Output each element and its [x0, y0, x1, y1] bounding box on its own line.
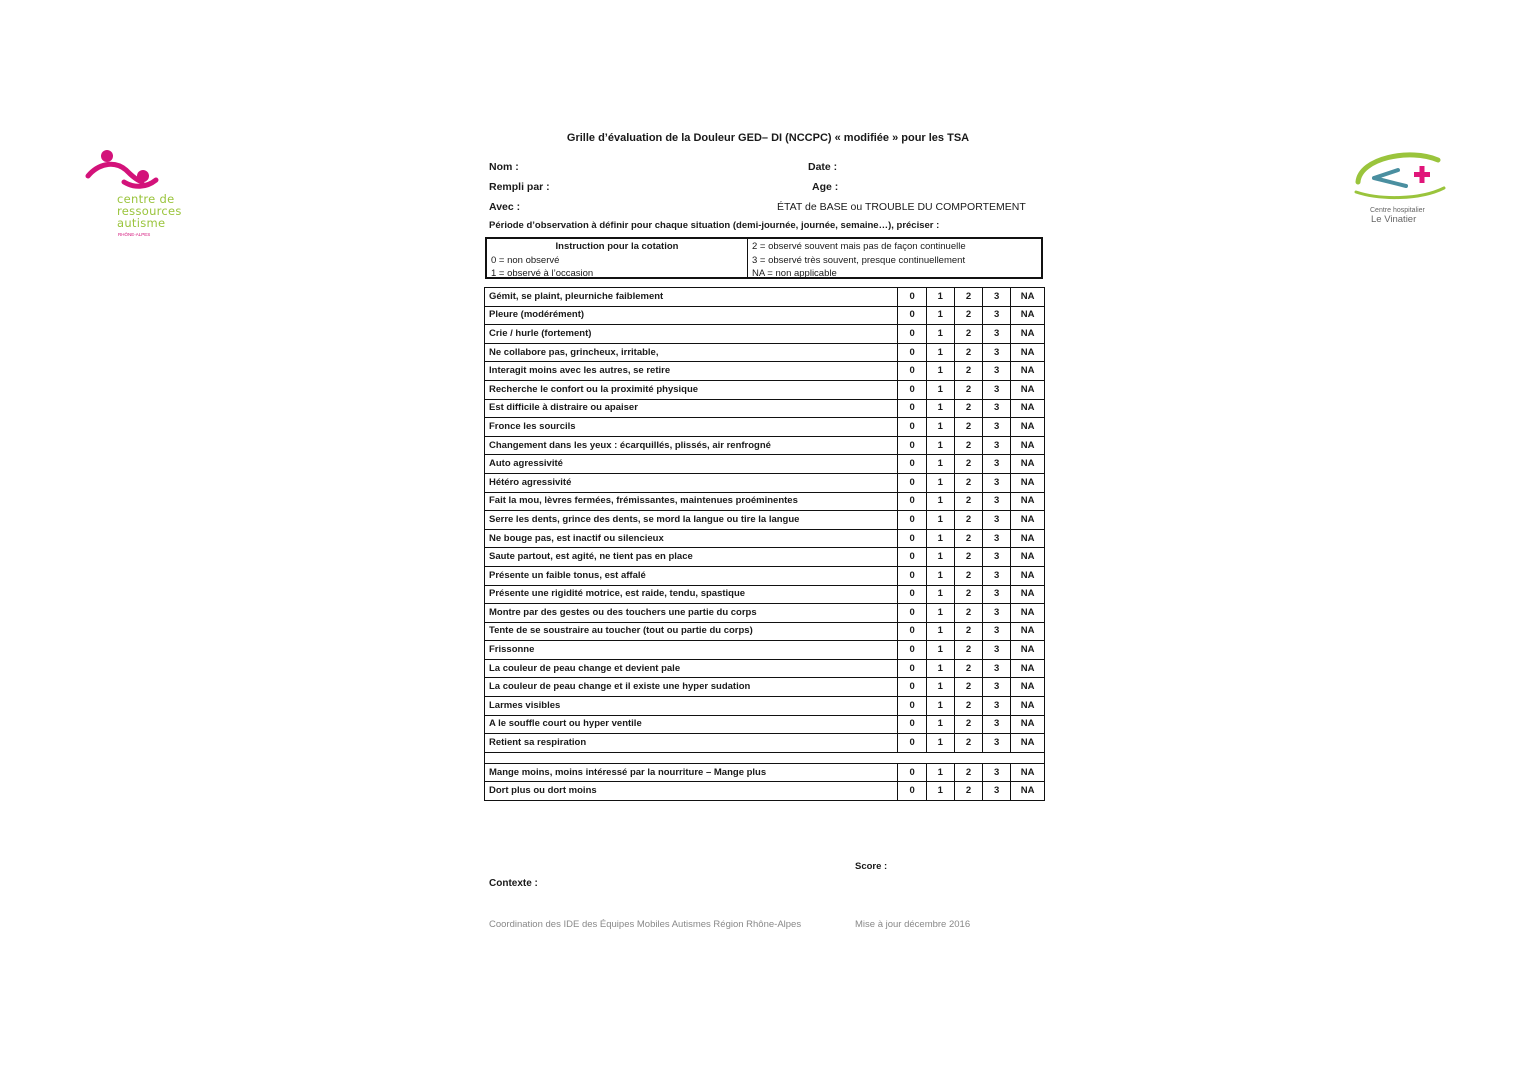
score-option-2[interactable]: 2: [954, 659, 982, 678]
footer-coordination: Coordination des IDE des Équipes Mobiles Autismes Région Rhône-Alpes: [489, 919, 802, 930]
score-label: Score :: [855, 861, 888, 872]
table-row: [485, 782, 1045, 801]
score-option-na[interactable]: NA: [1011, 566, 1045, 585]
table-row: [485, 641, 1045, 660]
contexte-label: Contexte :: [489, 878, 538, 889]
score-option-2[interactable]: 2: [954, 436, 982, 455]
score-option-2[interactable]: 2: [954, 288, 982, 307]
table-row: [485, 362, 1045, 381]
periode-label: Période d’observation à définir pour chaque situation (demi-journée, journée, semaine…), préciser :: [489, 220, 940, 231]
score-option-3[interactable]: 3: [983, 529, 1011, 548]
score-option-na[interactable]: NA: [1011, 362, 1045, 381]
etat-label: ÉTAT de BASE ou TROUBLE DU COMPORTEMENT: [777, 201, 1026, 213]
score-option-1[interactable]: 1: [926, 734, 954, 753]
cra-logo-subtitle: RHÔNE-ALPES: [118, 232, 151, 237]
avec-label: Avec :: [489, 201, 521, 213]
instruction-line: NA = non applicable: [752, 268, 837, 279]
score-option-3[interactable]: 3: [983, 418, 1011, 437]
score-option-1[interactable]: 1: [926, 585, 954, 604]
table-row: [485, 418, 1045, 437]
score-option-3[interactable]: 3: [983, 548, 1011, 567]
score-option-na[interactable]: NA: [1011, 399, 1045, 418]
score-option-0[interactable]: 0: [898, 288, 926, 307]
score-option-1[interactable]: 1: [926, 436, 954, 455]
score-option-3[interactable]: 3: [983, 343, 1011, 362]
score-option-3[interactable]: 3: [983, 325, 1011, 344]
score-option-3[interactable]: 3: [983, 436, 1011, 455]
score-option-na[interactable]: NA: [1011, 641, 1045, 660]
table-row: [485, 734, 1045, 753]
score-option-na[interactable]: NA: [1011, 436, 1045, 455]
score-option-3[interactable]: 3: [983, 734, 1011, 753]
item-label: La couleur de peau change et il existe une hyper sudation: [485, 678, 898, 697]
scoring-table: [484, 287, 1045, 801]
table-row: [485, 604, 1045, 623]
cra-logo-line: autisme: [117, 216, 166, 230]
table-row: [485, 399, 1045, 418]
item-label: Montre par des gestes ou des touchers une partie du corps: [485, 604, 898, 623]
score-option-0[interactable]: 0: [898, 473, 926, 492]
instructions-right: [748, 239, 1041, 277]
score-option-1[interactable]: 1: [926, 697, 954, 716]
item-label: La couleur de peau change et devient pale: [485, 659, 898, 678]
score-option-2[interactable]: 2: [954, 529, 982, 548]
footer-update: Mise à jour décembre 2016: [855, 919, 971, 930]
score-option-3[interactable]: 3: [983, 380, 1011, 399]
score-option-na[interactable]: NA: [1011, 604, 1045, 623]
spacer-cell: [485, 752, 1045, 763]
table-row: [485, 288, 1045, 307]
table-row: [485, 343, 1045, 362]
table-row: [485, 585, 1045, 604]
score-option-0[interactable]: 0: [898, 782, 926, 801]
score-option-2[interactable]: 2: [954, 763, 982, 782]
table-row: [485, 511, 1045, 530]
item-label: Retient sa respiration: [485, 734, 898, 753]
item-label: Recherche le confort ou la proximité physique: [485, 380, 898, 399]
item-label: Pleure (modérément): [485, 306, 898, 325]
item-label: Tente de se soustraire au toucher (tout ou partie du corps): [485, 622, 898, 641]
score-option-0[interactable]: 0: [898, 343, 926, 362]
score-option-na[interactable]: NA: [1011, 529, 1045, 548]
score-option-2[interactable]: 2: [954, 455, 982, 474]
item-label: Interagit moins avec les autres, se retire: [485, 362, 898, 381]
score-option-0[interactable]: 0: [898, 548, 926, 567]
score-option-na[interactable]: NA: [1011, 763, 1045, 782]
score-option-1[interactable]: 1: [926, 380, 954, 399]
score-option-0[interactable]: 0: [898, 763, 926, 782]
score-option-1[interactable]: 1: [926, 678, 954, 697]
score-option-3[interactable]: 3: [983, 511, 1011, 530]
score-option-3[interactable]: 3: [983, 473, 1011, 492]
score-option-3[interactable]: 3: [983, 306, 1011, 325]
score-option-1[interactable]: 1: [926, 641, 954, 660]
score-option-1[interactable]: 1: [926, 399, 954, 418]
score-option-2[interactable]: 2: [954, 343, 982, 362]
item-label: Hétéro agressivité: [485, 473, 898, 492]
table-row: [485, 697, 1045, 716]
score-option-1[interactable]: 1: [926, 418, 954, 437]
item-label: Mange moins, moins intéressé par la nourriture – Mange plus: [485, 763, 898, 782]
score-option-3[interactable]: 3: [983, 659, 1011, 678]
table-row: [485, 548, 1045, 567]
score-option-0[interactable]: 0: [898, 529, 926, 548]
score-option-3[interactable]: 3: [983, 455, 1011, 474]
score-option-0[interactable]: 0: [898, 455, 926, 474]
table-row: [485, 678, 1045, 697]
table-row: [485, 492, 1045, 511]
score-option-1[interactable]: 1: [926, 511, 954, 530]
score-option-1[interactable]: 1: [926, 763, 954, 782]
instructions-left: [487, 239, 748, 277]
vinatier-logo-line1: Centre hospitalier: [1370, 207, 1425, 214]
item-label: Présente une rigidité motrice, est raide, tendu, spastique: [485, 585, 898, 604]
score-option-na[interactable]: NA: [1011, 473, 1045, 492]
table-row: [485, 659, 1045, 678]
score-option-2[interactable]: 2: [954, 734, 982, 753]
table-row: [485, 622, 1045, 641]
item-label: Auto agressivité: [485, 455, 898, 474]
score-option-na[interactable]: NA: [1011, 585, 1045, 604]
score-option-2[interactable]: 2: [954, 473, 982, 492]
vinatier-logo: [1350, 148, 1450, 208]
score-option-0[interactable]: 0: [898, 566, 926, 585]
score-option-2[interactable]: 2: [954, 715, 982, 734]
score-option-3[interactable]: 3: [983, 641, 1011, 660]
score-option-0[interactable]: 0: [898, 325, 926, 344]
score-option-2[interactable]: 2: [954, 418, 982, 437]
score-option-1[interactable]: 1: [926, 306, 954, 325]
score-option-3[interactable]: 3: [983, 697, 1011, 716]
score-option-0[interactable]: 0: [898, 399, 926, 418]
item-label: Frissonne: [485, 641, 898, 660]
score-option-1[interactable]: 1: [926, 455, 954, 474]
table-row: [485, 529, 1045, 548]
item-label: Larmes visibles: [485, 697, 898, 716]
score-option-0[interactable]: 0: [898, 622, 926, 641]
score-option-0[interactable]: 0: [898, 436, 926, 455]
score-option-0[interactable]: 0: [898, 641, 926, 660]
score-option-2[interactable]: 2: [954, 548, 982, 567]
score-option-3[interactable]: 3: [983, 585, 1011, 604]
score-option-2[interactable]: 2: [954, 566, 982, 585]
instructions-box: [485, 237, 1043, 279]
score-option-na[interactable]: NA: [1011, 715, 1045, 734]
cra-logo-text: [117, 193, 182, 229]
score-option-na[interactable]: NA: [1011, 511, 1045, 530]
score-option-1[interactable]: 1: [926, 343, 954, 362]
item-label: Présente un faible tonus, est affalé: [485, 566, 898, 585]
table-spacer-row: [485, 752, 1045, 763]
score-option-1[interactable]: 1: [926, 473, 954, 492]
item-label: Ne bouge pas, est inactif ou silencieux: [485, 529, 898, 548]
score-option-na[interactable]: NA: [1011, 380, 1045, 399]
vinatier-logo-graphic: [1350, 148, 1450, 208]
table-row: [485, 455, 1045, 474]
score-option-na[interactable]: NA: [1011, 343, 1045, 362]
score-option-3[interactable]: 3: [983, 399, 1011, 418]
page-title: Grille d’évaluation de la Douleur GED– DI (NCCPC) « modifiée » pour les TSA: [566, 132, 970, 144]
score-option-0[interactable]: 0: [898, 511, 926, 530]
score-option-0[interactable]: 0: [898, 585, 926, 604]
item-label: Crie / hurle (fortement): [485, 325, 898, 344]
item-label: Fait la mou, lèvres fermées, frémissantes, maintenues proéminentes: [485, 492, 898, 511]
rempli-par-label: Rempli par :: [489, 181, 550, 193]
nom-label: Nom :: [489, 161, 519, 173]
cra-logo-line: centre de: [117, 192, 175, 206]
age-label: Age :: [812, 181, 839, 193]
score-option-1[interactable]: 1: [926, 622, 954, 641]
score-option-2[interactable]: 2: [954, 641, 982, 660]
score-option-1[interactable]: 1: [926, 325, 954, 344]
score-option-2[interactable]: 2: [954, 362, 982, 381]
score-option-2[interactable]: 2: [954, 399, 982, 418]
score-option-2[interactable]: 2: [954, 511, 982, 530]
score-option-na[interactable]: NA: [1011, 782, 1045, 801]
score-option-1[interactable]: 1: [926, 659, 954, 678]
score-option-0[interactable]: 0: [898, 362, 926, 381]
score-option-1[interactable]: 1: [926, 548, 954, 567]
table-row: [485, 566, 1045, 585]
instruction-line: 1 = observé à l’occasion: [491, 268, 594, 279]
score-option-2[interactable]: 2: [954, 325, 982, 344]
score-option-0[interactable]: 0: [898, 492, 926, 511]
cra-logo-graphic: [84, 146, 164, 191]
score-option-3[interactable]: 3: [983, 782, 1011, 801]
item-label: Changement dans les yeux : écarquillés, plissés, air renfrogné: [485, 436, 898, 455]
score-option-2[interactable]: 2: [954, 697, 982, 716]
table-row: [485, 380, 1045, 399]
score-option-0[interactable]: 0: [898, 659, 926, 678]
score-option-0[interactable]: 0: [898, 697, 926, 716]
score-option-1[interactable]: 1: [926, 529, 954, 548]
score-option-na[interactable]: NA: [1011, 325, 1045, 344]
vinatier-logo-line2: Le Vinatier: [1371, 214, 1417, 225]
score-option-3[interactable]: 3: [983, 566, 1011, 585]
score-option-na[interactable]: NA: [1011, 306, 1045, 325]
table-row: [485, 325, 1045, 344]
table-row: [485, 763, 1045, 782]
instructions-heading: Instruction pour la cotation: [555, 241, 679, 252]
score-option-3[interactable]: 3: [983, 715, 1011, 734]
score-option-na[interactable]: NA: [1011, 455, 1045, 474]
score-option-0[interactable]: 0: [898, 678, 926, 697]
item-label: A le souffle court ou hyper ventile: [485, 715, 898, 734]
score-option-1[interactable]: 1: [926, 566, 954, 585]
date-label: Date :: [808, 161, 838, 173]
score-option-na[interactable]: NA: [1011, 622, 1045, 641]
score-option-3[interactable]: 3: [983, 622, 1011, 641]
score-option-2[interactable]: 2: [954, 306, 982, 325]
score-option-1[interactable]: 1: [926, 288, 954, 307]
table-row: [485, 306, 1045, 325]
score-option-0[interactable]: 0: [898, 734, 926, 753]
item-label: Gémit, se plaint, pleurniche faiblement: [485, 288, 898, 307]
score-option-2[interactable]: 2: [954, 492, 982, 511]
score-option-2[interactable]: 2: [954, 622, 982, 641]
score-option-3[interactable]: 3: [983, 492, 1011, 511]
table-row: [485, 473, 1045, 492]
score-option-1[interactable]: 1: [926, 492, 954, 511]
score-option-na[interactable]: NA: [1011, 697, 1045, 716]
item-label: Fronce les sourcils: [485, 418, 898, 437]
score-option-1[interactable]: 1: [926, 604, 954, 623]
item-label: Dort plus ou dort moins: [485, 782, 898, 801]
table-row: [485, 436, 1045, 455]
score-option-na[interactable]: NA: [1011, 288, 1045, 307]
score-option-0[interactable]: 0: [898, 715, 926, 734]
score-option-2[interactable]: 2: [954, 604, 982, 623]
score-option-3[interactable]: 3: [983, 604, 1011, 623]
score-option-2[interactable]: 2: [954, 782, 982, 801]
score-option-0[interactable]: 0: [898, 306, 926, 325]
score-option-na[interactable]: NA: [1011, 659, 1045, 678]
score-option-na[interactable]: NA: [1011, 418, 1045, 437]
score-option-2[interactable]: 2: [954, 380, 982, 399]
item-label: Est difficile à distraire ou apaiser: [485, 399, 898, 418]
item-label: Ne collabore pas, grincheux, irritable,: [485, 343, 898, 362]
score-option-2[interactable]: 2: [954, 585, 982, 604]
score-option-na[interactable]: NA: [1011, 548, 1045, 567]
score-option-0[interactable]: 0: [898, 604, 926, 623]
table-row: [485, 715, 1045, 734]
instruction-line: 2 = observé souvent mais pas de façon continuelle: [752, 241, 966, 252]
score-option-3[interactable]: 3: [983, 288, 1011, 307]
cra-logo-line: ressources: [117, 204, 182, 218]
score-option-na[interactable]: NA: [1011, 734, 1045, 753]
score-option-na[interactable]: NA: [1011, 492, 1045, 511]
item-label: Serre les dents, grince des dents, se mord la langue ou tire la langue: [485, 511, 898, 530]
score-option-na[interactable]: NA: [1011, 678, 1045, 697]
score-option-0[interactable]: 0: [898, 418, 926, 437]
instruction-line: 3 = observé très souvent, presque continuellement: [752, 254, 966, 266]
score-option-1[interactable]: 1: [926, 782, 954, 801]
score-option-2[interactable]: 2: [954, 678, 982, 697]
instruction-line: 0 = non observé: [491, 254, 560, 266]
score-option-3[interactable]: 3: [983, 362, 1011, 381]
score-option-0[interactable]: 0: [898, 380, 926, 399]
score-option-1[interactable]: 1: [926, 362, 954, 381]
score-option-1[interactable]: 1: [926, 715, 954, 734]
item-label: Saute partout, est agité, ne tient pas en place: [485, 548, 898, 567]
score-option-3[interactable]: 3: [983, 678, 1011, 697]
score-option-3[interactable]: 3: [983, 763, 1011, 782]
